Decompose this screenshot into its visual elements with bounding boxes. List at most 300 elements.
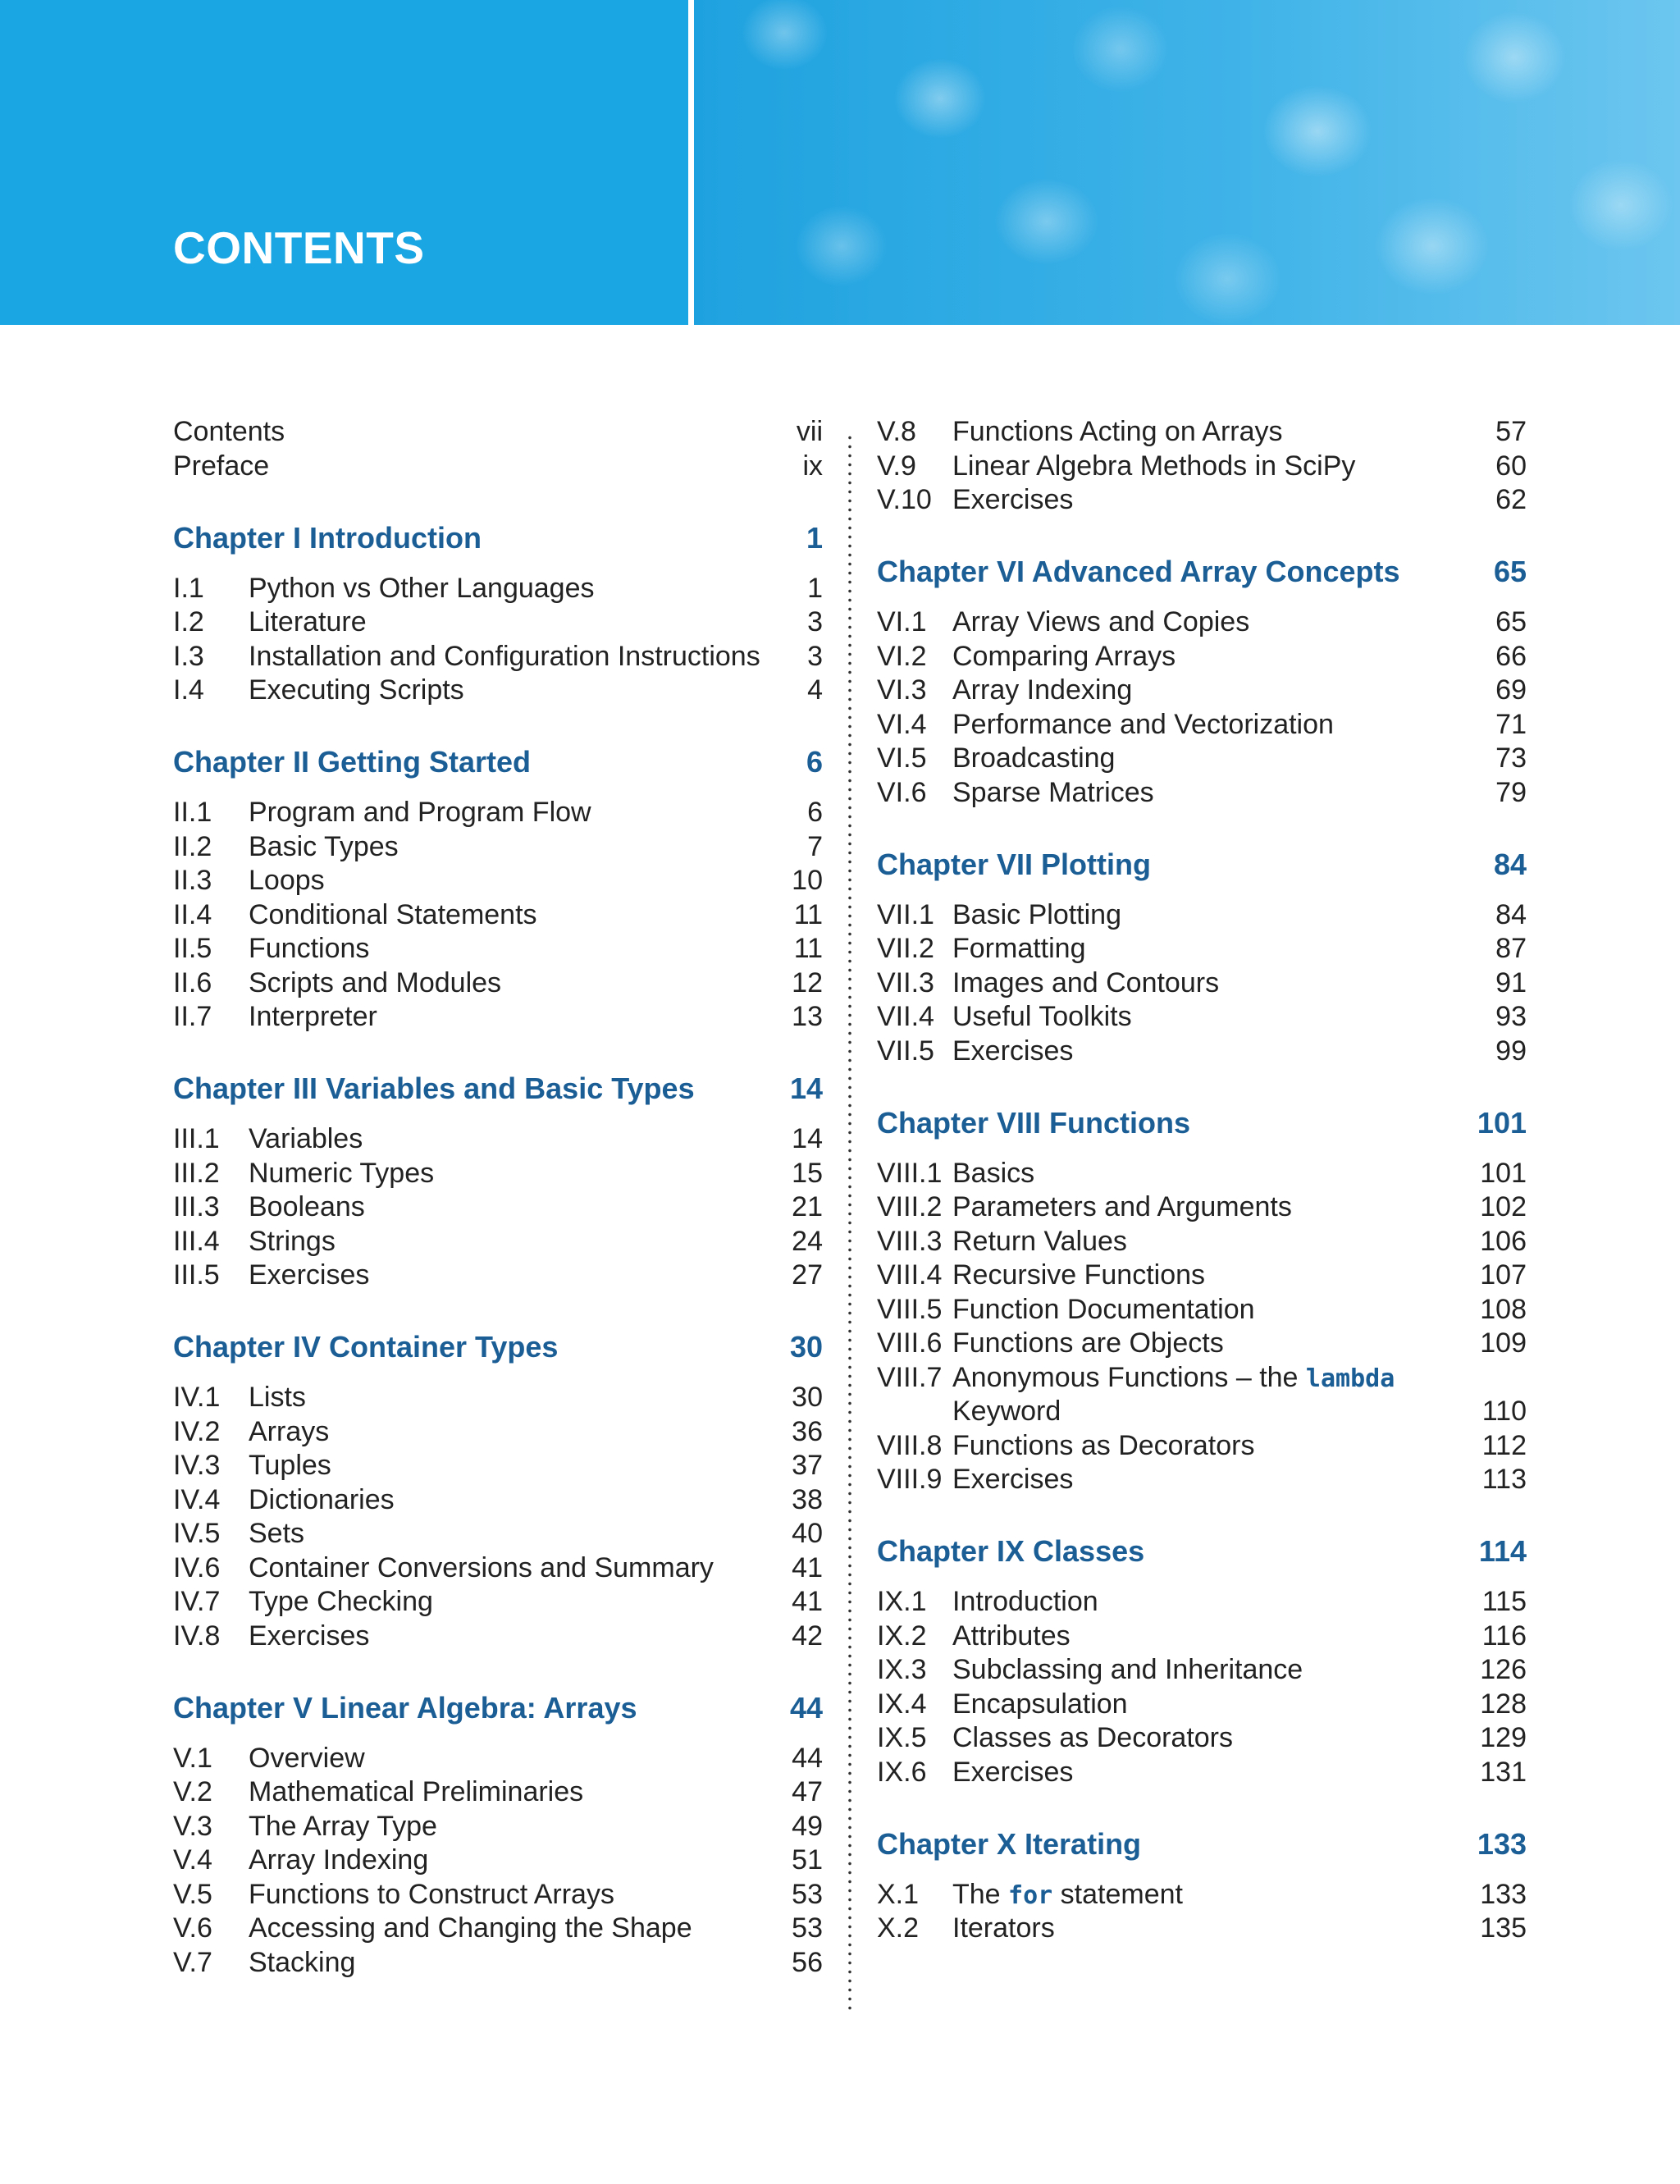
toc-page-number: 1 [807, 573, 823, 604]
toc-title-text: Classes as Decorators [952, 1722, 1234, 1753]
toc-title-text: Overview [249, 1743, 365, 1774]
toc-title-text: Functions to Construct Arrays [249, 1879, 614, 1910]
toc-page-number: 91 [1495, 967, 1527, 998]
toc-section-number: II.3 [173, 865, 212, 896]
toc-title-text: Conditional Statements [249, 899, 537, 930]
toc-page-number: 14 [792, 1123, 823, 1154]
toc-section-number: IX.1 [877, 1586, 927, 1617]
toc-section-row[interactable] [173, 1911, 823, 1945]
toc-page-number: 27 [792, 1259, 823, 1291]
toc-section-number: VIII.8 [877, 1430, 943, 1461]
toc-page-number: 36 [792, 1416, 823, 1447]
toc-section-number: VII.4 [877, 1001, 934, 1032]
toc-section-row[interactable] [877, 605, 1527, 639]
toc-section-number: IX.4 [877, 1688, 927, 1720]
toc-section-row[interactable] [877, 1224, 1527, 1259]
toc-chapter-row[interactable] [877, 1106, 1527, 1140]
toc-section-row[interactable] [173, 1122, 823, 1156]
toc-entry-title [249, 931, 369, 966]
toc-entry-title [952, 673, 1132, 707]
toc-entry-title [249, 605, 367, 639]
toc-page-number: 87 [1495, 933, 1527, 964]
toc-page-number: 6 [807, 797, 823, 828]
toc-section-number: V.3 [173, 1811, 212, 1842]
toc-title-text: Functions are Objects [952, 1327, 1224, 1359]
toc-title-text: Broadcasting [952, 742, 1116, 774]
toc-entry-title [952, 1462, 1073, 1496]
toc-entry-title [249, 1551, 714, 1585]
toc-page-number: 10 [792, 865, 823, 896]
toc-section-row[interactable] [877, 966, 1527, 1000]
toc-title-text: Chapter VI Advanced Array Concepts [877, 555, 1400, 588]
toc-title-text: Loops [249, 865, 325, 896]
toc-section-number: IX.5 [877, 1722, 927, 1753]
toc-page-number: 4 [807, 674, 823, 706]
toc-entry-title [249, 829, 399, 864]
toc-page-number: 3 [807, 606, 823, 637]
toc-entry-title [249, 673, 464, 707]
toc-section-number: VIII.4 [877, 1259, 943, 1291]
toc-title-text: Preface [173, 450, 270, 482]
toc-section-row[interactable] [877, 1190, 1527, 1224]
toc-title-text: Linear Algebra Methods in SciPy [952, 450, 1356, 482]
toc-entry-title [952, 931, 1086, 966]
toc-section-number: IX.3 [877, 1654, 927, 1685]
toc-section-row[interactable] [877, 673, 1527, 707]
toc-section-number: II.2 [173, 831, 212, 862]
toc-section-number: II.1 [173, 797, 212, 828]
toc-section-row[interactable] [877, 1619, 1527, 1653]
toc-entry-title [249, 1258, 369, 1292]
toc-section-row[interactable] [173, 571, 823, 605]
toc-section-row[interactable] [173, 1775, 823, 1809]
toc-title-text: Chapter IX Classes [877, 1534, 1145, 1568]
toc-section-row[interactable] [877, 931, 1527, 966]
toc-title-text: Exercises [952, 1757, 1074, 1788]
toc-page-number: 57 [1495, 416, 1527, 447]
toc-section-row[interactable] [173, 1945, 823, 1980]
toc-page-number: 114 [1478, 1534, 1527, 1568]
toc-section-number: VIII.3 [877, 1226, 943, 1257]
toc-entry-title [249, 1190, 365, 1224]
toc-entry-title [952, 1224, 1127, 1259]
toc-section-row[interactable] [877, 1755, 1527, 1789]
toc-section-number: III.4 [173, 1226, 220, 1257]
toc-title-text: Exercises [952, 1464, 1074, 1495]
toc-section-row[interactable] [173, 1448, 823, 1483]
toc-page-number: 7 [807, 831, 823, 862]
toc-entry-title [249, 1945, 355, 1980]
toc-section-row[interactable] [877, 999, 1527, 1034]
toc-title-text: Basic Types [249, 831, 399, 862]
toc-page-number: 14 [789, 1071, 823, 1105]
toc-section-row[interactable] [877, 1877, 1527, 1912]
toc-page-number: 47 [792, 1776, 823, 1807]
toc-section-row[interactable] [173, 999, 823, 1034]
toc-title-text: Chapter III Variables and Basic Types [173, 1071, 695, 1105]
toc-section-row[interactable] [877, 1034, 1527, 1068]
toc-page-number: 60 [1495, 450, 1527, 482]
toc-section-number: IV.8 [173, 1620, 221, 1652]
toc-entry-title [249, 1741, 365, 1775]
toc-page-number: 84 [1495, 899, 1527, 930]
toc-section-number: VI.4 [877, 709, 927, 740]
toc-page-number: 101 [1480, 1158, 1527, 1189]
toc-entry-title [952, 1911, 1055, 1945]
toc-entry-title [249, 1877, 614, 1912]
toc-title-text: Accessing and Changing the Shape [249, 1912, 692, 1944]
toc-title-text: Tuples [249, 1450, 331, 1481]
toc-section-number: VI.1 [877, 606, 927, 637]
toc-front-row[interactable] [173, 414, 823, 449]
toc-entry-title [249, 1843, 428, 1877]
toc-entry-title [952, 449, 1355, 483]
toc-chapter-row[interactable] [173, 745, 823, 779]
toc-section-number: V.2 [173, 1776, 212, 1807]
toc-page-number: 79 [1495, 777, 1527, 808]
toc-title-text: Recursive Functions [952, 1259, 1206, 1291]
toc-entry-title [173, 521, 482, 555]
toc-page-number: 51 [792, 1844, 823, 1876]
toc-chapter-row[interactable] [877, 555, 1527, 589]
toc-entry-title [877, 555, 1400, 589]
toc-entry-title [249, 1775, 583, 1809]
toc-page-number: 42 [792, 1620, 823, 1652]
toc-entry-title [249, 898, 537, 932]
toc-code-keyword: for [1008, 1881, 1053, 1910]
toc-section-row[interactable] [173, 1516, 823, 1551]
toc-section-row[interactable] [173, 1224, 823, 1259]
toc-section-row[interactable] [877, 898, 1527, 932]
toc-page-number: 110 [1481, 1396, 1527, 1427]
toc-chapter-row[interactable] [173, 1071, 823, 1106]
toc-title-text: Functions [249, 933, 370, 964]
toc-title-text: Executing Scripts [249, 674, 464, 706]
header-divider [688, 0, 694, 325]
toc-entry-title [173, 414, 285, 449]
toc-entry-title [952, 1877, 1183, 1913]
toc-entry-title [952, 999, 1132, 1034]
toc-title-text: Lists [249, 1382, 306, 1413]
toc-title-text: Dictionaries [249, 1484, 395, 1515]
toc-section-row[interactable] [877, 1394, 1527, 1428]
toc-page-number: 133 [1480, 1879, 1527, 1910]
toc-section-number: X.2 [877, 1912, 920, 1944]
toc-entry-title [952, 966, 1219, 1000]
toc-section-number: V.6 [173, 1912, 212, 1944]
toc-section-number: IV.2 [173, 1416, 221, 1447]
toc-section-number: IX.6 [877, 1757, 927, 1788]
toc-page-number: 128 [1480, 1688, 1527, 1720]
toc-entry-title [952, 1584, 1098, 1619]
toc-page-number: 101 [1477, 1106, 1527, 1140]
toc-page-number: 93 [1495, 1001, 1527, 1032]
header-band-left [0, 0, 688, 325]
toc-section-row[interactable] [173, 1380, 823, 1414]
toc-title-text: Stacking [249, 1947, 356, 1978]
toc-page-number: 135 [1480, 1912, 1527, 1944]
toc-title-text: Keyword [952, 1396, 1061, 1427]
toc-entry-title [249, 1584, 433, 1619]
toc-section-number: IV.6 [173, 1552, 221, 1583]
toc-section-number: VII.1 [877, 899, 934, 930]
toc-page-number: 44 [789, 1691, 823, 1725]
toc-entry-title [877, 1827, 1141, 1862]
toc-section-number: II.7 [173, 1001, 212, 1032]
toc-section-number: V.4 [173, 1844, 212, 1876]
toc-title-text: Chapter X Iterating [877, 1827, 1142, 1861]
toc-page-number: 71 [1495, 709, 1527, 740]
toc-page-number: 112 [1481, 1430, 1527, 1461]
header-band [0, 0, 1680, 325]
toc-entry-title [249, 863, 325, 898]
toc-title-text: Basic Plotting [952, 899, 1121, 930]
toc-section-number: V.1 [173, 1743, 212, 1774]
toc-page-number: 6 [806, 745, 823, 779]
toc-entry-title [249, 1809, 437, 1844]
toc-page-number: 37 [792, 1450, 823, 1481]
toc-page-number: 11 [793, 899, 823, 930]
toc-section-row[interactable] [877, 775, 1527, 810]
toc-entry-title [249, 1448, 331, 1483]
toc-chapter-row[interactable] [173, 1330, 823, 1364]
toc-title-text: Iterators [952, 1912, 1055, 1944]
toc-entry-title [249, 1911, 692, 1945]
toc-section-row[interactable] [173, 829, 823, 864]
toc-page-number: 102 [1480, 1191, 1527, 1222]
toc-section-number: VIII.9 [877, 1464, 943, 1495]
toc-section-row[interactable] [173, 1843, 823, 1877]
toc-section-row[interactable] [877, 1584, 1527, 1619]
toc-section-row[interactable] [877, 1428, 1527, 1463]
toc-entry-title [952, 741, 1115, 775]
toc-page-number: 113 [1481, 1464, 1527, 1495]
toc-section-number: II.5 [173, 933, 212, 964]
page-title: CONTENTS [173, 222, 425, 273]
toc-title-text: Anonymous Functions – the [952, 1362, 1306, 1393]
toc-entry-title [249, 1380, 306, 1414]
toc-section-number: V.10 [877, 484, 932, 515]
toc-page-number: 30 [789, 1330, 823, 1364]
toc-section-row[interactable] [173, 1809, 823, 1844]
toc-section-row[interactable] [173, 931, 823, 966]
toc-section-row[interactable] [173, 1551, 823, 1585]
toc-entry-title [952, 414, 1283, 449]
toc-section-number: VI.6 [877, 777, 927, 808]
toc-page-number: 41 [792, 1552, 823, 1583]
toc-entry-title [952, 1687, 1128, 1721]
toc-page-number: 129 [1480, 1722, 1527, 1753]
toc-entry-title [952, 1619, 1071, 1653]
toc-section-row[interactable] [877, 1292, 1527, 1327]
toc-title-text: Comparing Arrays [952, 641, 1176, 672]
toc-title-text: Type Checking [249, 1586, 433, 1617]
toc-title-text: Formatting [952, 933, 1086, 964]
toc-section-row[interactable] [173, 1483, 823, 1517]
toc-section-row[interactable] [173, 1741, 823, 1775]
toc-title-text: Functions as Decorators [952, 1430, 1255, 1461]
toc-front-row[interactable] [173, 449, 823, 483]
toc-page-number: 56 [792, 1947, 823, 1978]
toc-title-text: Strings [249, 1226, 336, 1257]
toc-section-number: III.5 [173, 1259, 220, 1291]
toc-page-number: 1 [806, 521, 823, 555]
toc-section-number: IV.4 [173, 1484, 221, 1515]
toc-section-number: VI.2 [877, 641, 927, 672]
toc-section-row[interactable] [877, 414, 1527, 449]
toc-section-row[interactable] [173, 898, 823, 932]
toc-entry-title [952, 1720, 1233, 1755]
toc-section-row[interactable] [173, 673, 823, 707]
toc-page-number: 49 [792, 1811, 823, 1842]
toc-entry-title [952, 1326, 1224, 1360]
toc-section-number: VII.3 [877, 967, 934, 998]
toc-section-row[interactable] [877, 1360, 1527, 1395]
toc-page-number: ix [802, 450, 823, 482]
toc-section-row[interactable] [877, 1326, 1527, 1360]
toc-section-row[interactable] [877, 639, 1527, 674]
toc-section-row[interactable] [173, 863, 823, 898]
toc-section-row[interactable] [173, 605, 823, 639]
toc-chapter-row[interactable] [877, 1534, 1527, 1569]
toc-page-number: 11 [793, 933, 823, 964]
toc-entry-title [952, 707, 1334, 742]
toc-page-number: 13 [792, 1001, 823, 1032]
toc-section-number: II.4 [173, 899, 212, 930]
toc-chapter-row[interactable] [173, 1691, 823, 1725]
toc-section-row[interactable] [173, 1414, 823, 1449]
toc-section-number: X.1 [877, 1879, 920, 1910]
toc-entry-title [173, 1071, 695, 1106]
toc-title-text: Chapter VIII Functions [877, 1106, 1191, 1140]
toc-entry-title [952, 1360, 1395, 1396]
toc-page-number: 65 [1493, 555, 1527, 588]
toc-section-row[interactable] [877, 1156, 1527, 1190]
toc-title-text: Arrays [249, 1416, 330, 1447]
toc-page-number: 109 [1480, 1327, 1527, 1359]
toc-section-row[interactable] [173, 1190, 823, 1224]
toc-section-row[interactable] [877, 741, 1527, 775]
toc-entry-title [952, 1755, 1073, 1789]
toc-entry-title [249, 1156, 434, 1190]
toc-title-text: Array Indexing [952, 674, 1133, 706]
toc-section-number: V.8 [877, 416, 916, 447]
toc-page-number: 12 [792, 967, 823, 998]
toc-section-number: V.5 [173, 1879, 212, 1910]
toc-section-row[interactable] [877, 1652, 1527, 1687]
toc-entry-title [952, 1394, 1061, 1428]
toc-chapter-row[interactable] [173, 521, 823, 555]
toc-entry-title [173, 745, 531, 779]
toc-entry-title [877, 848, 1151, 882]
toc-title-text: Sets [249, 1518, 305, 1549]
toc-section-number: VI.3 [877, 674, 927, 706]
toc-section-number: I.3 [173, 641, 204, 672]
toc-entry-title [952, 1156, 1034, 1190]
toc-title-text: Images and Contours [952, 967, 1220, 998]
toc-section-number: VII.2 [877, 933, 934, 964]
toc-section-number: VI.5 [877, 742, 927, 774]
toc-chapter-row[interactable] [877, 848, 1527, 882]
toc-page-number: 53 [792, 1912, 823, 1944]
toc-page-number: 44 [792, 1743, 823, 1774]
toc-entry-title [249, 1619, 369, 1653]
toc-section-row[interactable] [173, 795, 823, 829]
toc-section-row[interactable] [173, 1156, 823, 1190]
toc-section-number: III.3 [173, 1191, 220, 1222]
toc-section-row[interactable] [173, 1877, 823, 1912]
toc-title-text: Contents [173, 416, 285, 447]
toc-chapter-row[interactable] [877, 1827, 1527, 1862]
toc-page-number: 62 [1495, 484, 1527, 515]
toc-section-number: IX.2 [877, 1620, 927, 1652]
toc-title-text: Chapter V Linear Algebra: Arrays [173, 1691, 637, 1725]
toc-section-row[interactable] [173, 639, 823, 674]
toc-title-text: Functions Acting on Arrays [952, 416, 1283, 447]
toc-section-row[interactable] [173, 966, 823, 1000]
toc-entry-title [952, 1190, 1292, 1224]
toc-title-text: The [952, 1879, 1009, 1910]
toc-title-text: Array Indexing [249, 1844, 429, 1876]
toc-section-row[interactable] [877, 449, 1527, 483]
toc-entry-title [249, 571, 595, 605]
toc-title-text: Literature [249, 606, 367, 637]
toc-title-text: Variables [249, 1123, 363, 1154]
toc-section-row[interactable] [173, 1258, 823, 1292]
toc-entry-title [249, 999, 377, 1034]
toc-section-number: VIII.1 [877, 1158, 943, 1189]
toc-entry-title [877, 1534, 1144, 1569]
toc-entry-title [173, 449, 269, 483]
toc-entry-title [249, 1224, 336, 1259]
toc-entry-title [952, 775, 1154, 810]
toc-section-row[interactable] [877, 1911, 1527, 1945]
toc-section-number: IV.5 [173, 1518, 221, 1549]
toc-page-number: 116 [1481, 1620, 1527, 1652]
toc-title-text: Exercises [952, 1035, 1074, 1067]
toc-entry-title [952, 482, 1073, 517]
toc-section-number: I.4 [173, 674, 204, 706]
toc-section-number: V.9 [877, 450, 916, 482]
toc-title-text: Program and Program Flow [249, 797, 591, 828]
toc-section-row[interactable] [877, 482, 1527, 517]
toc-page-number: 40 [792, 1518, 823, 1549]
toc-entry-title [249, 1122, 363, 1156]
toc-section-row[interactable] [877, 707, 1527, 742]
toc-section-row[interactable] [877, 1687, 1527, 1721]
toc-section-number: IV.7 [173, 1586, 221, 1617]
toc-page-number: 115 [1481, 1586, 1527, 1617]
toc-page-number: 133 [1477, 1827, 1527, 1861]
toc-title-text: Useful Toolkits [952, 1001, 1132, 1032]
toc-page-number: 24 [792, 1226, 823, 1257]
toc-section-row[interactable] [173, 1584, 823, 1619]
toc-entry-title [952, 898, 1121, 932]
toc-title-text: Attributes [952, 1620, 1071, 1652]
toc-title-text: Parameters and Arguments [952, 1191, 1292, 1222]
toc-section-row[interactable] [877, 1720, 1527, 1755]
toc-title-text: Mathematical Preliminaries [249, 1776, 584, 1807]
toc-title-text: Installation and Configuration Instructions [249, 641, 760, 672]
toc-section-row[interactable] [877, 1462, 1527, 1496]
toc-title-text: Chapter I Introduction [173, 521, 482, 555]
toc-entry-title [249, 1516, 304, 1551]
toc-title-text: Sparse Matrices [952, 777, 1154, 808]
toc-section-number: IV.1 [173, 1382, 221, 1413]
toc-section-row[interactable] [173, 1619, 823, 1653]
toc-section-row[interactable] [877, 1258, 1527, 1292]
toc-page-number: 84 [1493, 848, 1527, 881]
